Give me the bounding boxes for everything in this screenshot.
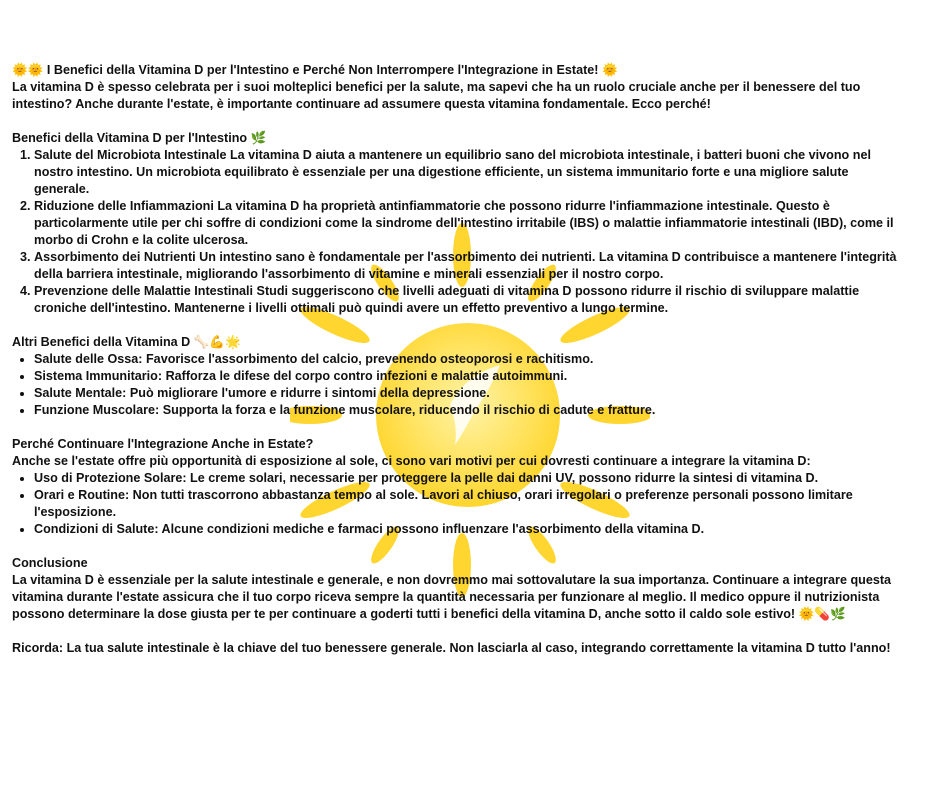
summer-reasons-list (12, 470, 902, 538)
list-item: • Funzione Muscolare: Supporta la forza e la funzione muscolare, riducendo il rischio di cadute e fratture. (34, 402, 902, 419)
list-item: • Sistema Immunitario: Rafforza le difese del corpo contro infezioni e malattie autoimmuni. (34, 368, 902, 385)
conclusion-text: La vitamina D è essenziale per la salute intestinale e generale, e non dovremmo mai sottovalutare la sua importanza. Continuare a integrare questa vitamina durante l'estate assicura che il tuo corpo riceva sempre la quantità necessaria per funzionare al meglio. Il medico oppure il nutrizionista possono determinare la dose giusta per te per continuare a goderti tutti i benefici della vitamina D, anche sotto il caldo sole estivo! 🌞💊🌿 (12, 573, 892, 621)
list-item: • Uso di Protezione Solare: Le creme solari, necessarie per proteggere la pelle dai danni UV, possono ridurre la sintesi di vitamina D. (34, 470, 902, 487)
list-item: • Condizioni di Salute: Alcune condizioni mediche e farmaci possono influenzare l'assorbimento della vitamina D. (34, 521, 902, 538)
section-heading-intestine: Benefici della Vitamina D per l'Intestino 🌿 (12, 131, 267, 145)
other-benefits-list (12, 351, 902, 419)
summer-intro: Anche se l'estate offre più opportunità di esposizione al sole, ci sono vari motivi per cui dovresti continuare a integrare la vitamina D: (12, 454, 811, 468)
article-intro: La vitamina D è spesso celebrata per i suoi molteplici benefici per la salute, ma sapevi che ha un ruolo cruciale anche per il benessere del tuo intestino? Anche durante l'estate, è importante continuare ad assumere questa vitamina fondamentale. Ecco perché! (12, 80, 861, 111)
article-title: 🌞🌞 I Benefici della Vitamina D per l'Intestino e Perché Non Interrompere l'Integrazione in Estate! 🌞 (12, 63, 618, 77)
section-heading-summer: Perché Continuare l'Integrazione Anche in Estate? (12, 437, 314, 451)
list-item: 2. Riduzione delle Infiammazioni La vitamina D ha proprietà antinfiammatorie che possono ridurre l'infiammazione intestinale. Questo è particolarmente utile per chi soffre di condizioni come la sindrome dell'intestino irritabile (IBS) o malattie infiammatorie intestinali (IBD), come il morbo di Crohn e la colite ulcerosa. (34, 198, 902, 249)
intestine-benefits-list (12, 147, 902, 317)
list-item: 4. Prevenzione delle Malattie Intestinali Studi suggeriscono che livelli adeguati di vitamina D possono ridurre il rischio di sviluppare malattie croniche dell'intestino. Mantenerne i livelli ottimali può quindi avere un effetto preventivo a lungo termine. (34, 283, 902, 317)
list-item: 3. Assorbimento dei Nutrienti Un intestino sano è fondamentale per l'assorbimento dei nutrienti. La vitamina D contribuisce a mantenere l'integrità della barriera intestinale, migliorando l'assorbimento di vitamine e minerali essenziali per il nostro corpo. (34, 249, 902, 283)
list-item: • Salute Mentale: Può migliorare l'umore e ridurre i sintomi della depressione. (34, 385, 902, 402)
section-heading-other-benefits: Altri Benefici della Vitamina D 🦴💪🌟 (12, 335, 241, 349)
list-item: 1. Salute del Microbiota Intestinale La vitamina D aiuta a mantenere un equilibrio sano del microbiota intestinale, i batteri buoni che vivono nel nostro intestino. Un microbiota equilibrato è essenziale per una digestione efficiente, un sistema immunitario forte e una migliore salute generale. (34, 147, 902, 198)
article (12, 62, 902, 657)
conclusion-heading: Conclusione (12, 556, 88, 570)
list-item: • Orari e Routine: Non tutti trascorrono abbastanza tempo al sole. Lavori al chiuso, orari irregolari o preferenze personali possono limitare l'esposizione. (34, 487, 902, 521)
list-item: • Salute delle Ossa: Favorisce l'assorbimento del calcio, prevenendo osteoporosi e rachitismo. (34, 351, 902, 368)
reminder-text: Ricorda: La tua salute intestinale è la chiave del tuo benessere generale. Non lasciarla al caso, integrando correttamente la vitamina D tutto l'anno! (12, 641, 891, 655)
